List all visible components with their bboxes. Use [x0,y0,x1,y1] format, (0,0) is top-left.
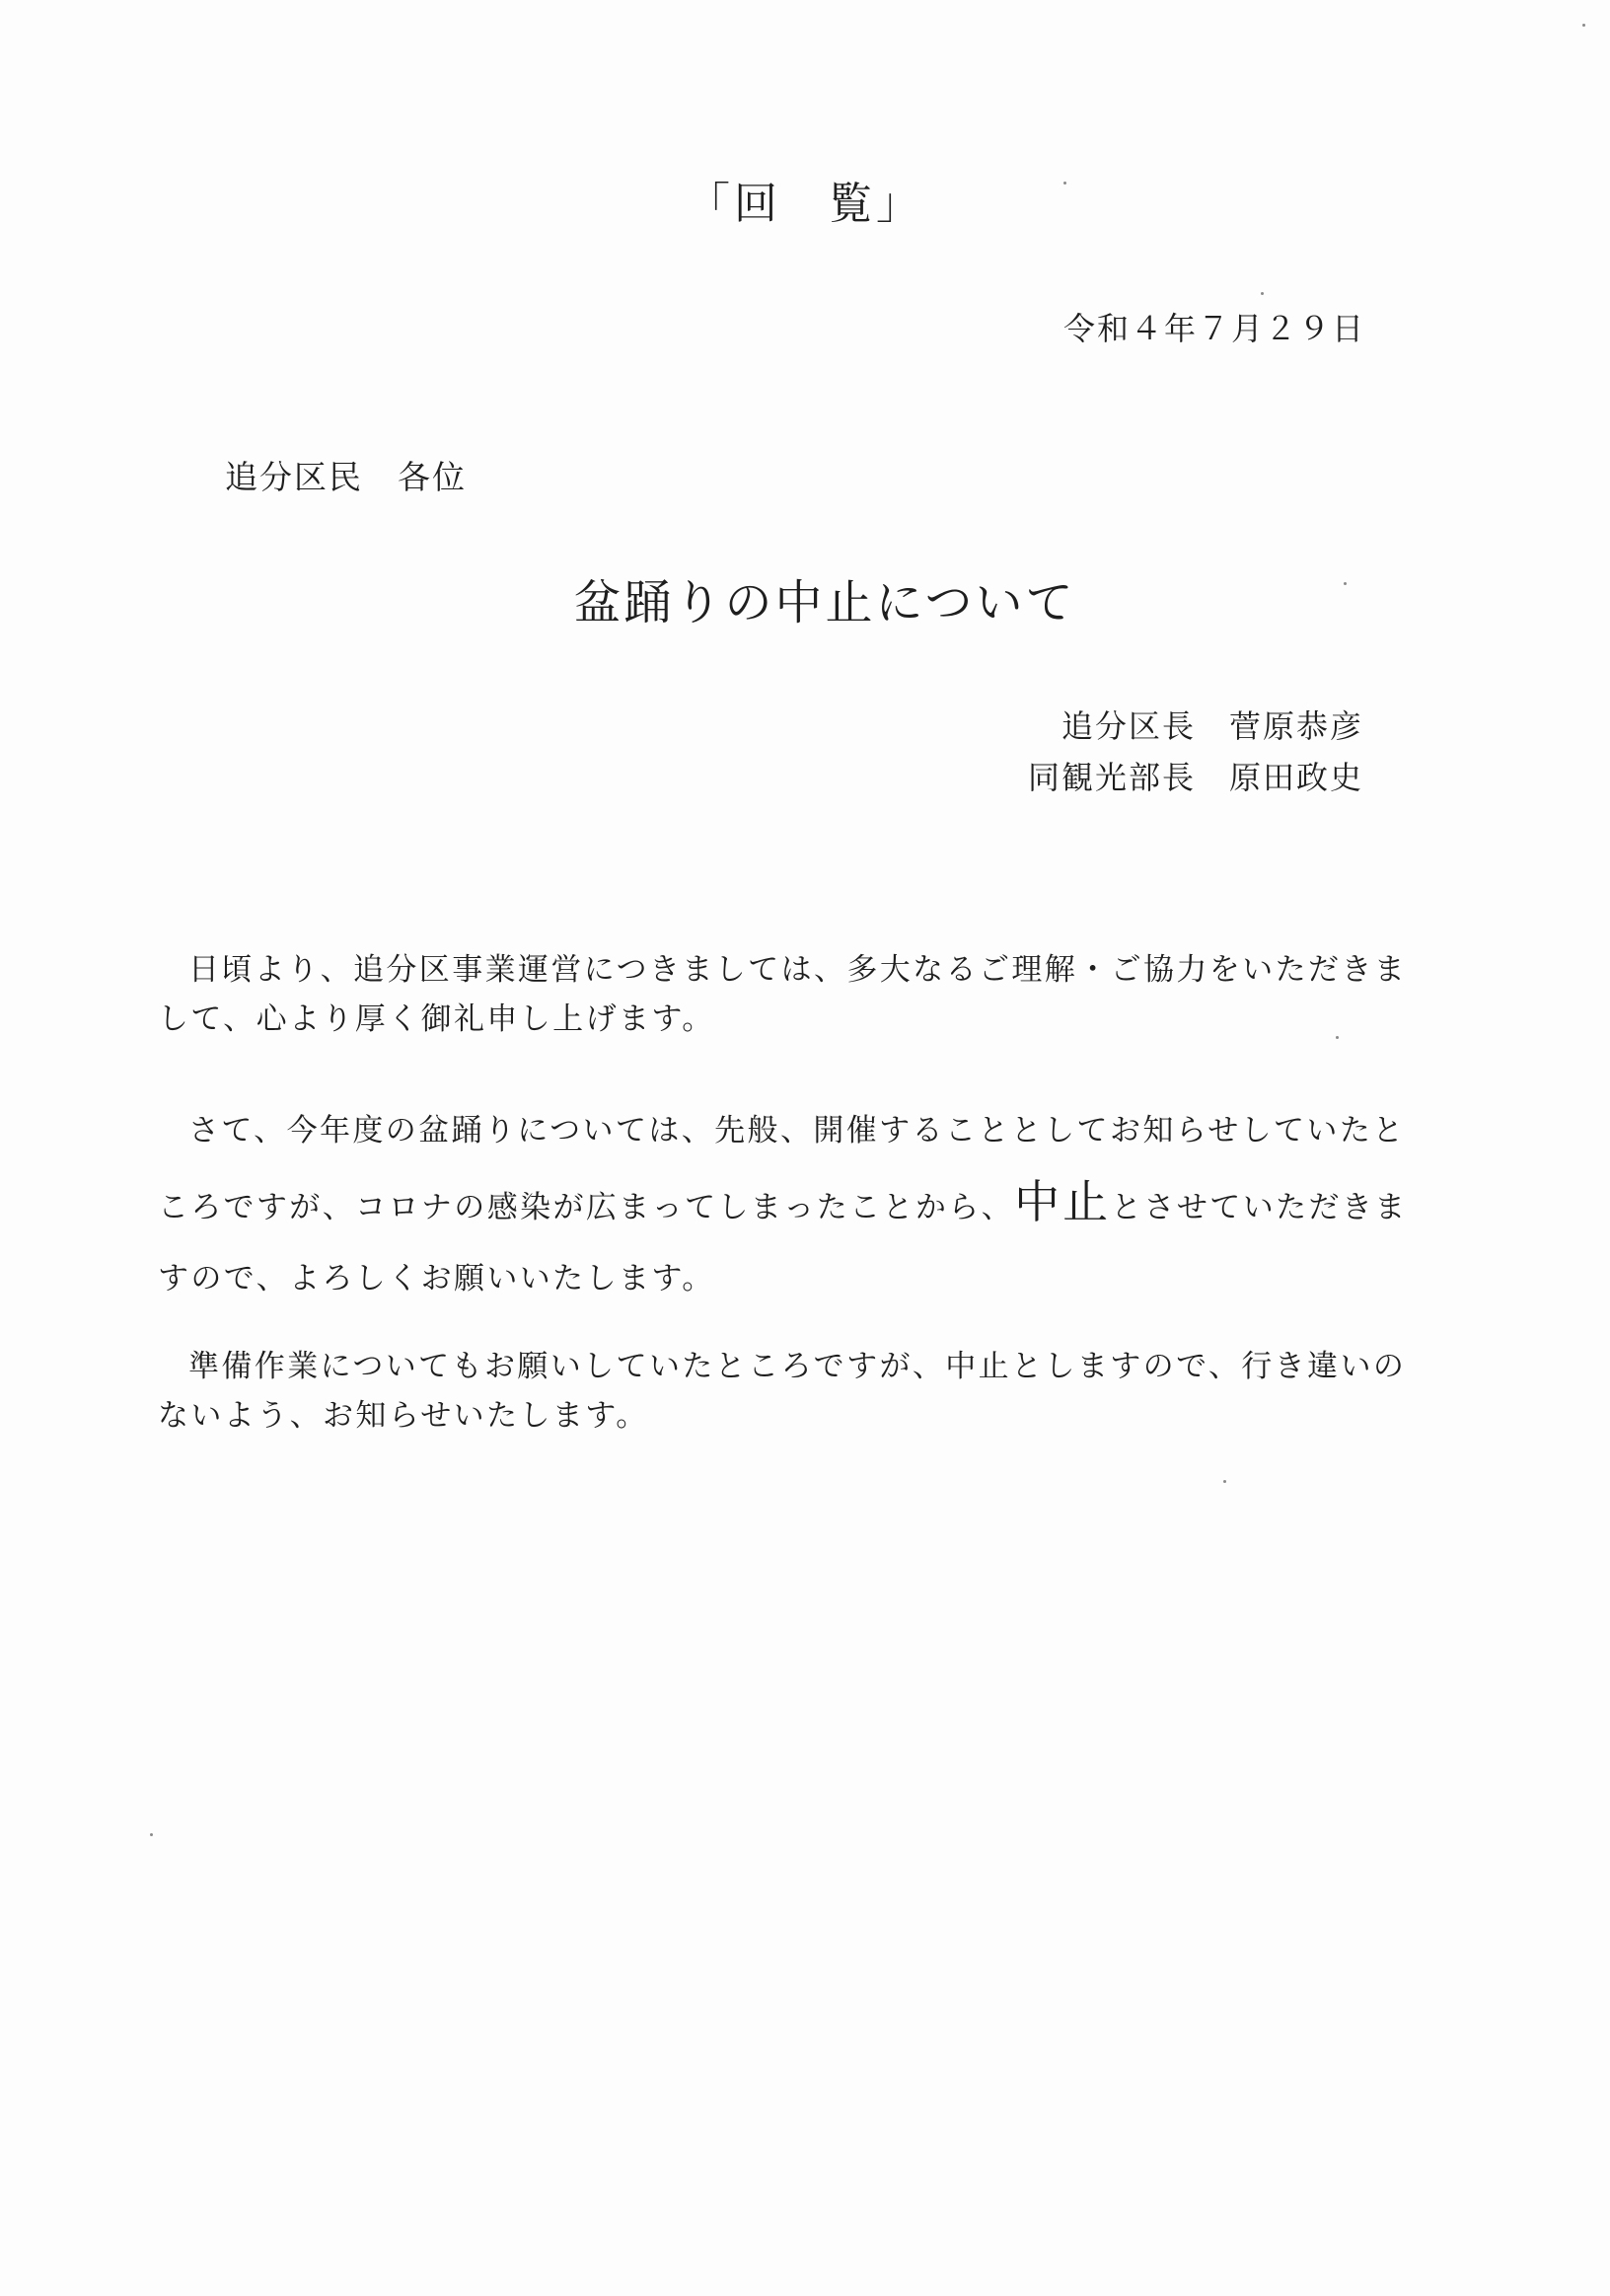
sender-name: 菅原恭彦 [1228,707,1363,745]
sender-block [1028,701,1363,803]
scan-speck [1344,582,1347,585]
document-title: 盆踊りの中止について [573,575,1076,630]
body-paragraph-3 [158,1342,1413,1441]
recipient-line: 追分区民 各位 [225,458,467,496]
emphasis-cancellation: 中止 [1014,1175,1112,1228]
paragraph-text-part: とさせていただきますので、よろしくお願いいたします。 [158,1190,1408,1296]
scan-speck [150,1833,153,1836]
scan-speck [1336,1036,1339,1039]
sender-name: 原田政史 [1228,759,1363,796]
sender-line [1028,701,1363,752]
body-paragraph-2 [158,1095,1413,1314]
scan-speck [1582,24,1585,27]
sender-role: 追分区長 [1061,707,1196,745]
sender-role: 同観光部長 [1027,759,1196,796]
paragraph-text: 日頃より、追分区事業運営につきましては、多大なるご理解・ご協力をいただきまして、心より厚く御礼申し上げます。 [158,952,1408,1037]
document-date: 令和４年７月２９日 [1062,310,1365,347]
paragraph-text: 準備作業についてもお願いしていたところですが、中止としますので、行き違いのないよう、お知らせいたします。 [158,1349,1407,1434]
body-paragraph-1 [158,945,1413,1044]
scan-speck [1063,182,1066,185]
scan-speck [1261,292,1264,295]
scan-speck [1223,1480,1226,1483]
sender-line [1028,752,1363,803]
paragraph-text-part: さて、今年度の盆踊りについては、先般、開催することとしてお知らせしていたところですが、コロナの感染が広まってしまったことから、 [158,1113,1406,1225]
paragraph-text [158,1095,1413,1314]
circular-label: 「回 覧」 [687,179,923,229]
